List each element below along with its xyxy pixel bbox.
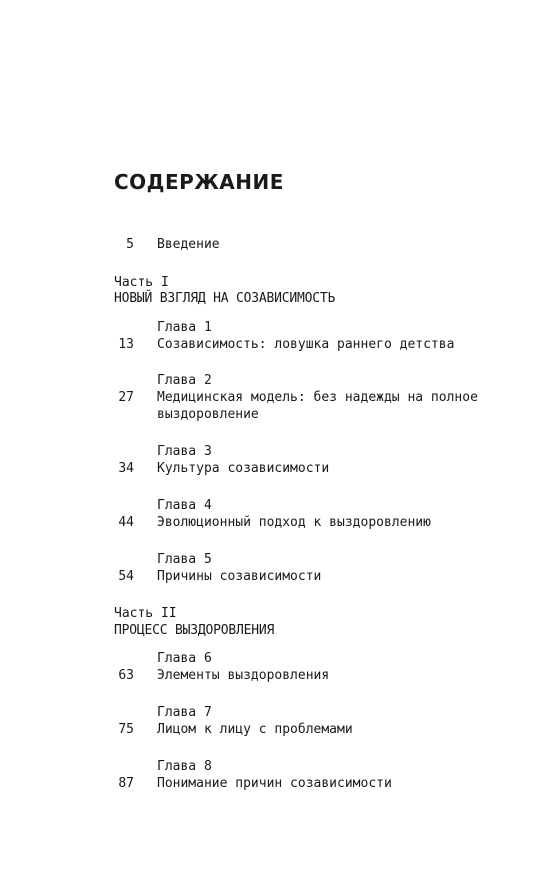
chapter-6-title: Элементы выздоровления bbox=[157, 668, 330, 683]
chapter-4-label: Глава 4 bbox=[157, 498, 212, 513]
chapter-5-page-number: 54 bbox=[118, 569, 134, 584]
intro-page-number: 5 bbox=[126, 237, 134, 252]
part-2-label: Часть II bbox=[114, 606, 177, 621]
chapter-1-title: Созависимость: ловушка раннего детства bbox=[157, 337, 455, 352]
chapter-6-label: Глава 6 bbox=[157, 651, 212, 666]
chapter-3-page-number: 34 bbox=[118, 461, 134, 476]
chapter-5-title: Причины созависимости bbox=[157, 569, 322, 584]
chapter-8-title: Понимание причин созависимости bbox=[157, 776, 392, 791]
chapter-5-label: Глава 5 bbox=[157, 552, 212, 567]
page-title: СОДЕРЖАНИЕ bbox=[114, 170, 284, 194]
intro-title: Введение bbox=[157, 237, 220, 252]
chapter-7-label: Глава 7 bbox=[157, 705, 212, 720]
part-1-title: НОВЫЙ ВЗГЛЯД НА СОЗАВИСИМОСТЬ bbox=[114, 291, 336, 306]
chapter-7-title: Лицом к лицу с проблемами bbox=[157, 722, 353, 737]
chapter-7-page-number: 75 bbox=[118, 722, 134, 737]
chapter-3-title: Культура созависимости bbox=[157, 461, 330, 476]
chapter-3-label: Глава 3 bbox=[157, 444, 212, 459]
part-2-title: ПРОЦЕСС ВЫЗДОРОВЛЕНИЯ bbox=[114, 623, 275, 638]
chapter-4-page-number: 44 bbox=[118, 515, 134, 530]
chapter-8-page-number: 87 bbox=[118, 776, 134, 791]
chapter-8-label: Глава 8 bbox=[157, 759, 212, 774]
chapter-6-page-number: 63 bbox=[118, 668, 134, 683]
chapter-2-title-continued: выздоровление bbox=[157, 407, 259, 422]
chapter-2-page-number: 27 bbox=[118, 390, 134, 405]
chapter-1-page-number: 13 bbox=[118, 337, 134, 352]
chapter-4-title: Эволюционный подход к выздоровлению bbox=[157, 515, 431, 530]
part-1-label: Часть I bbox=[114, 275, 169, 290]
chapter-2-title: Медицинская модель: без надежды на полное bbox=[157, 390, 478, 405]
chapter-1-label: Глава 1 bbox=[157, 320, 212, 335]
chapter-2-label: Глава 2 bbox=[157, 373, 212, 388]
